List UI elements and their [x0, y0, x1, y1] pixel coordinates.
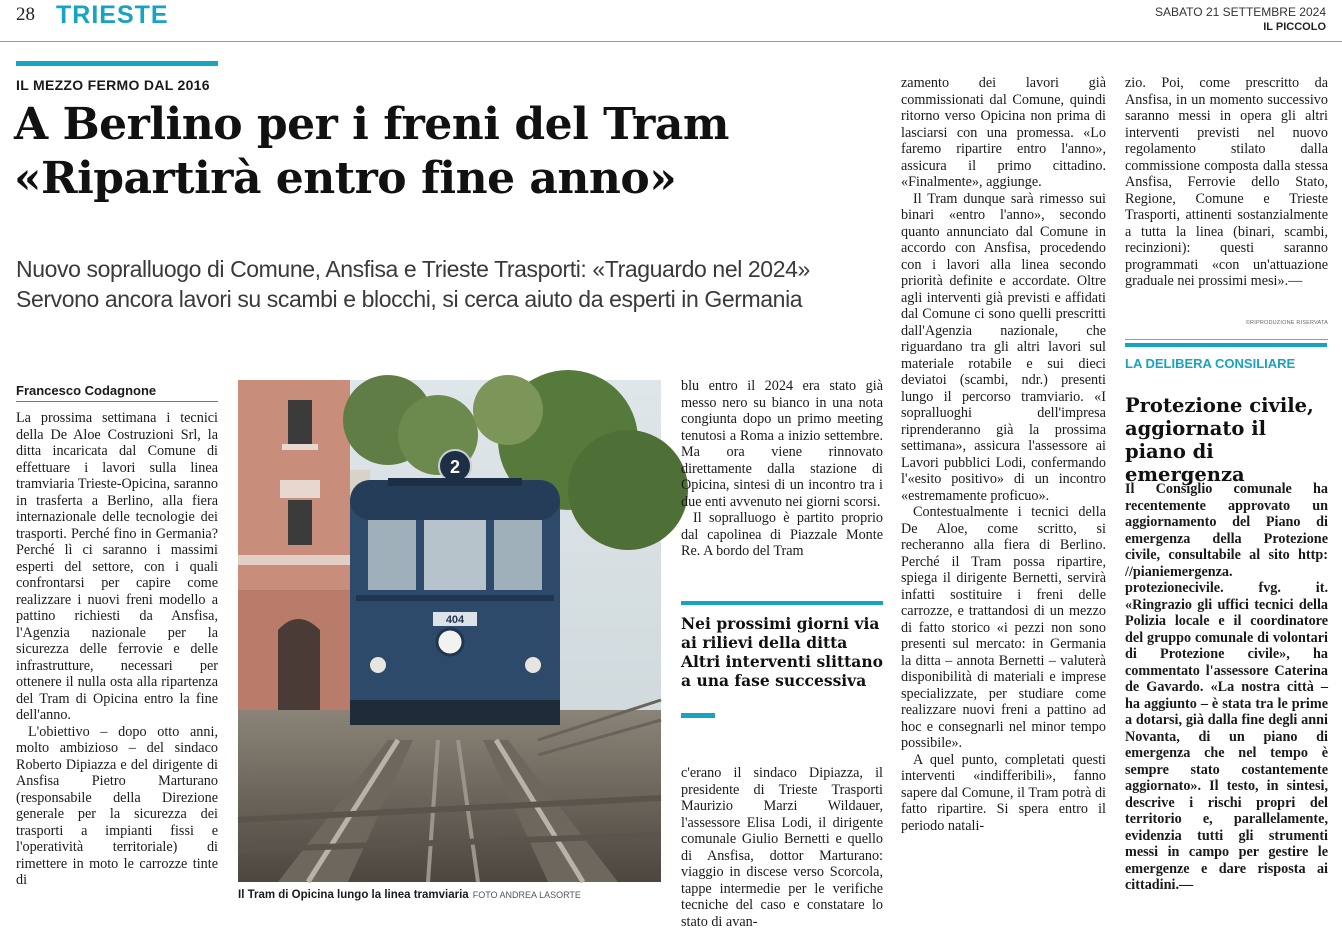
headline-line-2: «Ripartirà entro fine anno»: [14, 153, 677, 204]
copyright-notice: ©RIPRODUZIONE RISERVATA: [1245, 320, 1328, 326]
article-paragraph: A quel punto, completati questi interventi «indifferibili», fanno sapere dal Comune, il Tram potrà di fatto ripartire. Si spera entro il periodo natali-: [901, 751, 1106, 834]
sidebar-headline: Protezione civile, aggiornato il piano di emergenza: [1125, 394, 1314, 486]
article-paragraph: zio. Poi, come prescritto da Ansfisa, in un momento successivo saranno messi in opera gli altri interventi previsti nel nuovo regolamento stilato dalla commissione composta dalla stessa Ansfisa, Ferrovie dello Stato, Regione, Comune e Trieste Trasporti, attinenti sostanzialmente a tutta la linea (binari, scambi, recinzioni): questi saranno programmati «con un'attuazione graduale nei prossimi mesi».—: [1125, 75, 1328, 289]
headline-line-1: A Berlino per i freni del Tram: [14, 99, 729, 150]
article-headline: [14, 98, 884, 206]
newspaper-name: IL PICCOLO: [1263, 21, 1326, 33]
article-paragraph: La prossima settimana i tecnici della De Aloe Costruzioni Srl, la ditta incaricata dal Comune di effettuare i lavori sulla linea tramviaria Trieste-Opicina, saranno in trasferta a Berlino, alla fiera internazionale delle tecnologie dei trasporti. Perché fino in Germania? Perché lì ci saranno i massimi esperti del settore, con i quali confrontarsi per capire come realizzare i nuovi freni modello a pattino richiesti da Ansfisa, l'Agenzia nazionale per la sicurezza delle ferrovie e delle infrastrutture, necessari per ottenere il nulla osta alla ripartenza del Tram di Opicina entro la fine dell'anno.: [16, 410, 218, 723]
kicker-accent-bar: [16, 61, 218, 66]
sidebar-divider: [1125, 339, 1328, 340]
article-paragraph: zamento dei lavori già commissionati dal Comune, quindi ritorno verso Opicina non prima di lasciarsi con una promessa. «Lo faremo ripartire entro l'anno», assicura il primo cittadino. «Finalmente», aggiunge.: [901, 75, 1106, 190]
sidebar-body: Il Consiglio comunale ha recentemente approvato un aggiornamento del Piano di emergenza della Protezione civile, consultabile al sito http: //pianiemergenza. protezionecivile. fvg. it. «Ringrazio gli uffici tecnici della Polizia locale e il coordinatore del gruppo comunale di volontari di Protezione civile», ha commentato l'assessore Caterina de Gavardo. «La nostra città – ha aggiunto – è stata tra le prime a dotarsi, già dalla fine degli anni Novanta, di un piano di emergenza che nel tempo è sempre stato costantemente aggiornato». Il testo, in sintesi, descrive i rischi propri del territorio e, parallelamente, evidenzia tutti gli strumenti messi in campo per gestire le emergenze e dare risposta ai cittadini.—: [1125, 481, 1328, 893]
article-paragraph: Il Tram dunque sarà rimesso sui binari «entro l'anno», secondo quanto annunciato dal Comune in accordo con Ansfisa, procedendo con i lavori alla linea secondo priorità definite e accordate. Oltre agli interventi già previsti e affidati dal Comune ci sono quelli prescritti dall'Agenzia nazionale, che riguardano tra gli altri lavori sul materiale rotabile e sui dieci deviatoi (scambi, ndr.) presenti lungo il percorso tramviario. «I sopralluoghi dell'impresa riprenderanno già la prossima settimana», assicura l'assessore ai Lavori pubblici Lodi, confermando l'«esito positivo» di un incontro «estremamente proficuo».: [901, 190, 1106, 504]
tram-route-number: 2: [449, 457, 461, 477]
article-paragraph: c'erano il sindaco Dipiazza, il presidente di Trieste Trasporti Maurizio Marzi Wildauer, l'assessore Elisa Lodi, il dirigente comunale Giulio Bernetti e quello di Ansfisa, dottor Marturano: viaggio in discese verso Scorcola, tappe intermedie per le verifiche tecniche del caso e constatare lo stato di avan-: [681, 765, 883, 930]
article-paragraph: blu entro il 2024 era stato già messo nero su bianco in una nota congiunta dopo un primo meeting tenutosi a Roma a inizio settembre. Ma ora viene rinnovato direttamente dalla stazione di Opicina, sintesi di un incontro tra i due enti avvenuto nei giorni scorsi.: [681, 378, 883, 510]
tram-fleet-number: 404: [445, 614, 465, 626]
page-number: 28: [16, 4, 35, 25]
byline: Francesco Codagnone: [16, 383, 157, 398]
publication-date: SABATO 21 SETTEMBRE 2024: [1155, 5, 1326, 19]
tram-photo: [238, 380, 661, 882]
byline-divider: [16, 401, 218, 402]
article-column-2-continued: [681, 765, 883, 930]
article-paragraph: Il sopralluogo è partito proprio dal capolinea di Piazzale Monte Re. A bordo del Tram: [681, 510, 883, 559]
article-column-2: [681, 378, 883, 560]
article-column-3: [901, 75, 1106, 834]
pullquote-top-bar: [681, 601, 883, 605]
pullquote-bottom-bar: [681, 713, 715, 718]
article-subhead: [16, 254, 891, 314]
photo-caption: [238, 889, 668, 901]
sidebar-kicker: LA DELIBERA CONSILIARE: [1125, 356, 1296, 371]
pull-quote: Nei prossimi giorni via ai rilievi della ditta Altri interventi slittano a una fase successiva: [681, 614, 883, 690]
article-column-1: [16, 410, 218, 889]
article-kicker: IL MEZZO FERMO DAL 2016: [16, 77, 210, 93]
article-column-4: [1125, 75, 1328, 290]
photo-credit: FOTO ANDREA LASORTE: [472, 890, 581, 900]
article-paragraph: Contestualmente i tecnici della De Aloe, come scritto, si recheranno alla fiera di Berlino. Perché il Tram possa ripartire, spiega il dirigente Bernetti, servirà infatti sostituire i freni delle carrozze, e trattandosi di un mezzo di fatto storico «i pezzi non sono presenti sul mercato: in Germania la ditta – annota Bernetti – valuterà disponibilità di materiali e imprese specializzate, per studiare come realizzare nuovi freni a pattino ad hoc e consegnarli nel minor tempo possibile».: [901, 504, 1106, 751]
section-title: TRIESTE: [56, 1, 169, 29]
sidebar-accent-bar: [1125, 343, 1327, 347]
subhead-line-1: Nuovo sopralluogo di Comune, Ansfisa e Trieste Trasporti: «Traguardo nel 2024»: [16, 256, 810, 282]
article-paragraph: L'obiettivo – dopo otto anni, molto ambizioso – del sindaco Roberto Dipiazza e del dirigente di Ansfisa Pietro Marturano (responsabile della Direzione generale per la sicurezza dei trasporti a impianti fissi e l'operatività territoriale) di rimettere in moto le carrozze tinte di: [16, 723, 218, 888]
header-divider: [0, 41, 1342, 42]
subhead-line-2: Servono ancora lavori su scambi e blocchi, si cerca aiuto da esperti in Germania: [16, 286, 803, 312]
photo-caption-text: Il Tram di Opicina lungo la linea tramviaria: [238, 889, 469, 901]
